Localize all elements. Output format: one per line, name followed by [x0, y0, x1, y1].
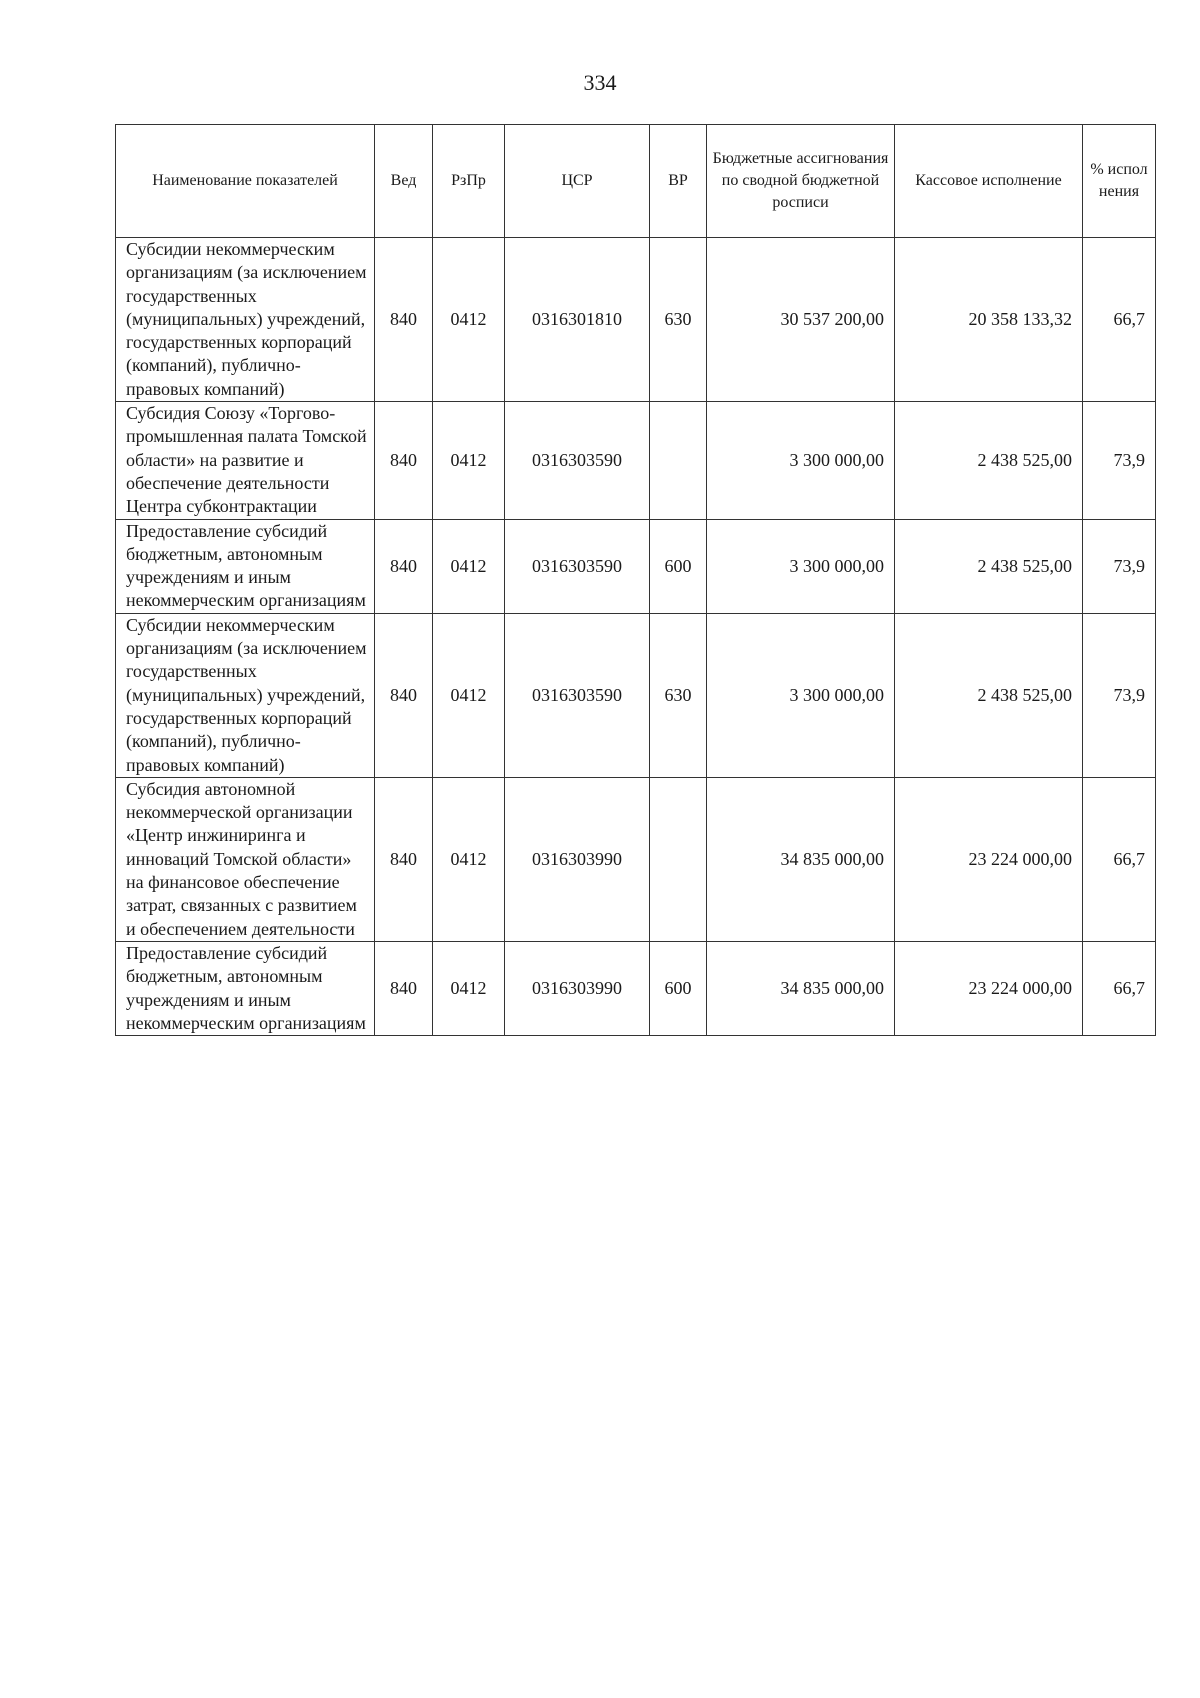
cell-percent: 73,9 [1083, 519, 1156, 613]
cell-budget: 3 300 000,00 [707, 519, 895, 613]
cell-cash: 23 224 000,00 [895, 941, 1083, 1035]
cell-cash: 23 224 000,00 [895, 777, 1083, 941]
cell-name: Субсидии некоммерческим организациям (за исключением государственных (муниципальных) учреждений, государственных корпораций (компаний), публично-правовых компаний) [116, 238, 375, 402]
cell-csr: 0316303590 [505, 613, 650, 777]
cell-vr: 600 [650, 519, 707, 613]
header-name: Наименование показателей [116, 125, 375, 238]
cell-rzpr: 0412 [433, 238, 505, 402]
cell-percent: 66,7 [1083, 777, 1156, 941]
table-row [116, 777, 1156, 941]
page-number: 334 [583, 70, 617, 95]
budget-table [115, 124, 1156, 1036]
cell-csr: 0316303590 [505, 519, 650, 613]
cell-name: Предоставление субсидий бюджетным, автономным учреждениям и иным некоммерческим организациям [116, 519, 375, 613]
cell-vr: 630 [650, 238, 707, 402]
cell-csr: 0316303990 [505, 777, 650, 941]
cell-percent: 73,9 [1083, 613, 1156, 777]
header-percent: % испол нения [1083, 125, 1156, 238]
cell-ved: 840 [375, 238, 433, 402]
cell-cash: 20 358 133,32 [895, 238, 1083, 402]
cell-cash: 2 438 525,00 [895, 613, 1083, 777]
cell-vr [650, 777, 707, 941]
header-row [116, 125, 1156, 238]
cell-budget: 3 300 000,00 [707, 613, 895, 777]
table-row [116, 941, 1156, 1035]
cell-ved: 840 [375, 941, 433, 1035]
header-ved: Вед [375, 125, 433, 238]
cell-percent: 73,9 [1083, 402, 1156, 519]
cell-rzpr: 0412 [433, 777, 505, 941]
cell-percent: 66,7 [1083, 238, 1156, 402]
table-header [116, 125, 1156, 238]
table-row [116, 238, 1156, 402]
cell-ved: 840 [375, 402, 433, 519]
cell-rzpr: 0412 [433, 402, 505, 519]
cell-csr: 0316303990 [505, 941, 650, 1035]
cell-name: Субсидии некоммерческим организациям (за исключением государственных (муниципальных) учреждений, государственных корпораций (компаний), публично-правовых компаний) [116, 613, 375, 777]
header-rzpr: РзПр [433, 125, 505, 238]
cell-name: Субсидия автономной некоммерческой организации «Центр инжиниринга и инноваций Томской области» на финансовое обеспечение затрат, связанных с развитием и обеспечением деятельности [116, 777, 375, 941]
cell-percent: 66,7 [1083, 941, 1156, 1035]
table-row [116, 613, 1156, 777]
table-body [116, 238, 1156, 1036]
header-cash: Кассовое исполнение [895, 125, 1083, 238]
cell-cash: 2 438 525,00 [895, 519, 1083, 613]
table-row [116, 402, 1156, 519]
header-vr: ВР [650, 125, 707, 238]
cell-budget: 3 300 000,00 [707, 402, 895, 519]
cell-ved: 840 [375, 613, 433, 777]
cell-budget: 34 835 000,00 [707, 941, 895, 1035]
cell-vr: 630 [650, 613, 707, 777]
cell-csr: 0316303590 [505, 402, 650, 519]
cell-budget: 34 835 000,00 [707, 777, 895, 941]
cell-budget: 30 537 200,00 [707, 238, 895, 402]
cell-cash: 2 438 525,00 [895, 402, 1083, 519]
cell-rzpr: 0412 [433, 941, 505, 1035]
cell-ved: 840 [375, 519, 433, 613]
cell-name: Предоставление субсидий бюджетным, автономным учреждениям и иным некоммерческим организациям [116, 941, 375, 1035]
cell-name: Субсидия Союзу «Торгово-промышленная палата Томской области» на развитие и обеспечение деятельности Центра субконтрактации [116, 402, 375, 519]
cell-ved: 840 [375, 777, 433, 941]
cell-vr: 600 [650, 941, 707, 1035]
cell-vr [650, 402, 707, 519]
cell-rzpr: 0412 [433, 519, 505, 613]
header-budget: Бюджетные ассигнования по сводной бюджетной росписи [707, 125, 895, 238]
cell-rzpr: 0412 [433, 613, 505, 777]
header-csr: ЦСР [505, 125, 650, 238]
cell-csr: 0316301810 [505, 238, 650, 402]
table-row [116, 519, 1156, 613]
